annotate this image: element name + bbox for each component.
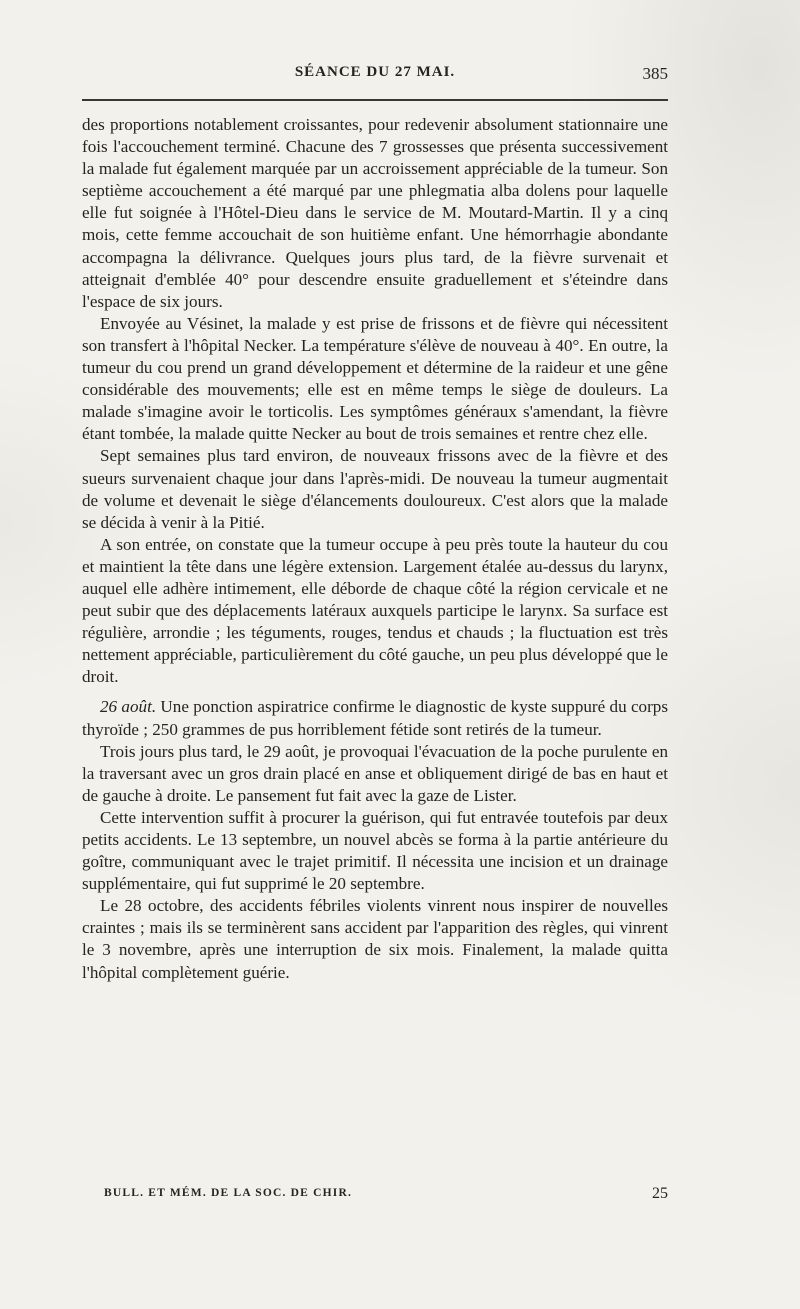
page-number: 385 — [642, 64, 668, 83]
paragraph: Cette intervention suffit à procurer la guérison, qui fut entravée toutefois par deux petits accidents. Le 13 septembre, un nouvel abcès se forma à la partie antérieure du goître, communiquant avec le trajet primitif. Il nécessita une incision et un drainage supplémentaire, qui fut supprimé le 20 septembre. — [82, 807, 668, 894]
paragraph: Trois jours plus tard, le 29 août, je provoquai l'évacuation de la poche purulente en la traversant avec un gros drain placé en anse et obliquement dirigé de bas en haut et de gauche à droite. Le pansement fut fait avec la gaze de Lister. — [82, 741, 668, 805]
paragraph: Envoyée au Vésinet, la malade y est prise de frissons et de fièvre qui nécessitent son transfert à l'hôpital Necker. La température s'élève de nouveau à 40°. En outre, la tumeur du cou prend un grand développement et détermine de la raideur et une gêne considérable des mouvements; elle est en même temps le siège de douleurs. La malade s'imagine avoir le torticolis. Les symptômes généraux s'amendant, la fièvre étant tombée, la malade quitte Necker au bout de trois semaines et rentre chez elle. — [82, 313, 668, 444]
paragraph-text: Une ponction aspiratrice confirme le diagnostic de kyste suppuré du corps thyroïde ; 250 grammes de pus horriblement fétide sont retirés de la tumeur. — [82, 697, 668, 739]
running-head: SÉANCE DU 27 MAI. — [294, 64, 456, 80]
paragraph-date: 26 août. — [100, 697, 157, 717]
dated-paragraph — [82, 696, 668, 740]
body-text — [82, 114, 668, 984]
paragraph: Le 28 octobre, des accidents fébriles violents vinrent nous inspirer de nouvelles craintes ; mais ils se terminèrent sans accident par l'apparition des règles, qui vinrent le 3 novembre, après une interruption de six mois. Finalement, la malade quitta l'hôpital complètement guérie. — [82, 896, 668, 982]
paragraph: Sept semaines plus tard environ, de nouveaux frissons avec de la fièvre et des sueurs survenaient chaque jour dans l'après-midi. De nouveau la tumeur augmentait de volume et devenait le siège d'élancements douloureux. C'est alors que la malade se décida à venir à la Pitié. — [82, 446, 668, 532]
paragraph: A son entrée, on constate que la tumeur occupe à peu près toute la hauteur du cou et maintient la tête dans une légère extension. Largement étalée au-dessus du larynx, auquel elle adhère intimement, elle déborde de chaque côté la région cervicale et ne peut subir que des déplacements latéraux auxquels participe le larynx. Sa surface est régulière, arrondie ; les téguments, rouges, tendus et chauds ; la fluctuation est très nettement appréciable, particulièrement du côté gauche, un peu plus développé que le droit. — [82, 534, 668, 687]
paragraph: des proportions notablement croissantes, pour redevenir absolument stationnaire une fois l'accouchement terminé. Chacune des 7 grossesses que présenta successivement la malade fut également marquée par un accroissement appréciable de la tumeur. Son septième accouchement a été marqué par une phlegmatia alba dolens pour laquelle elle fut soignée à l'Hôtel-Dieu dans le service de M. Moutard-Martin. Il y a cinq mois, cette femme accouchait de son huitième enfant. Une hémorrhagie abondante accompagna la délivrance. Quelques jours plus tard, de la fièvre survenait et atteignait d'emblée 40° pour descendre ensuite graduellement et s'éteindre dans l'espace de six jours. — [82, 115, 668, 311]
page-header — [82, 64, 668, 88]
header-rule — [82, 99, 668, 101]
footer-journal-title: BULL. ET MÉM. DE LA SOC. DE CHIR. — [104, 1187, 353, 1199]
page-footer — [82, 1185, 668, 1207]
signature-mark: 25 — [652, 1185, 668, 1202]
